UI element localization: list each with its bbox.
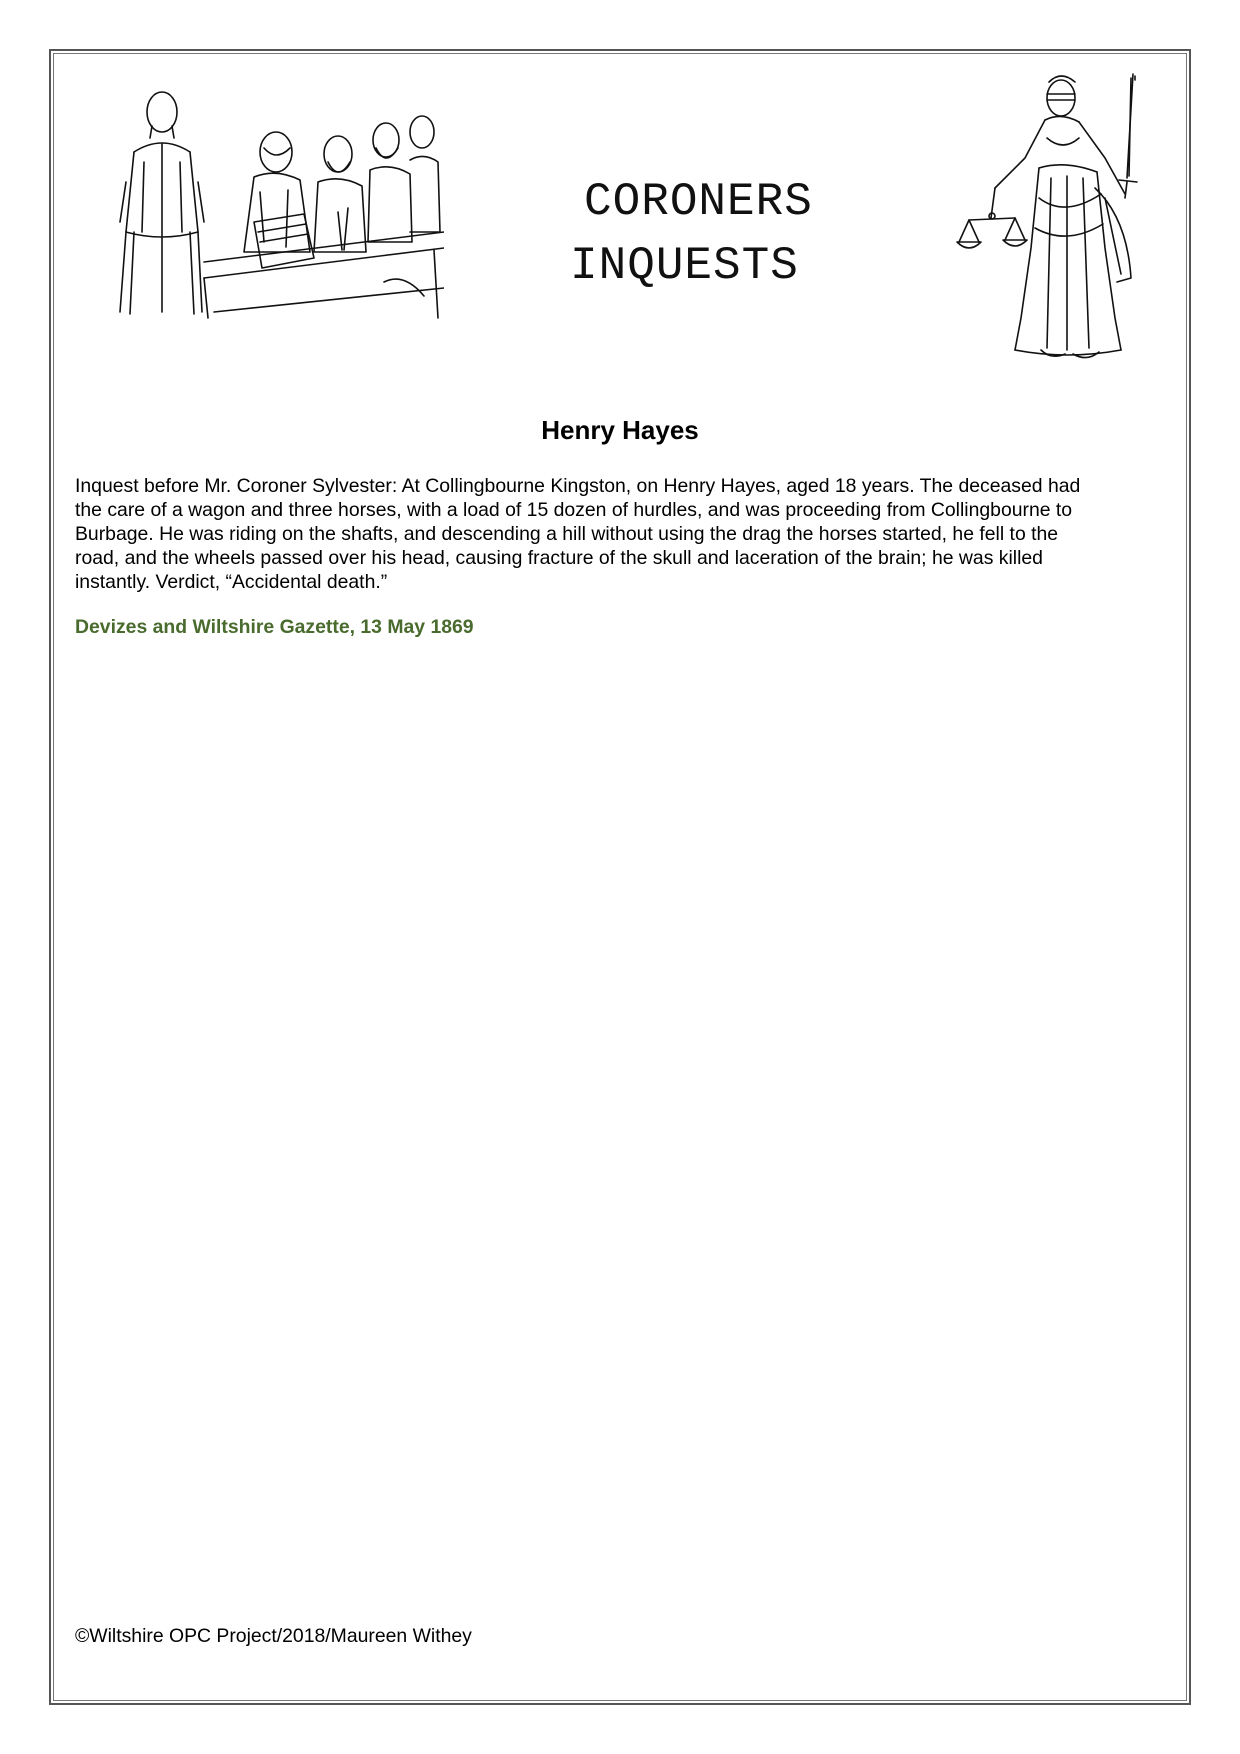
header-title-line-1: CORONERS: [584, 176, 813, 228]
footer-copyright: ©Wiltshire OPC Project/2018/Maureen Withey: [75, 1625, 472, 1647]
source-citation: Devizes and Wiltshire Gazette, 13 May 1869: [75, 616, 474, 638]
header-title-line-2: INQUESTS: [570, 240, 799, 292]
courtroom-illustration: [104, 82, 444, 322]
record-name-heading: Henry Hayes: [541, 415, 699, 445]
lady-justice-illustration: [955, 68, 1155, 368]
record-body-text: Inquest before Mr. Coroner Sylvester: At Collingbourne Kingston, on Henry Hayes, aged 18 years. The deceased had the care of a wagon and three horses, with a load of 15 dozen of hurdles, and was proceeding from Collingbourne to Burbage. He was riding on the shafts, and descending a hill without using the drag the horses started, he fell to the road, and the wheels passed over his head, causing fracture of the skull and laceration of the brain; he was killed instantly. Verdict, “Accidental death.”: [75, 475, 1081, 593]
document-header-title: [570, 170, 813, 298]
